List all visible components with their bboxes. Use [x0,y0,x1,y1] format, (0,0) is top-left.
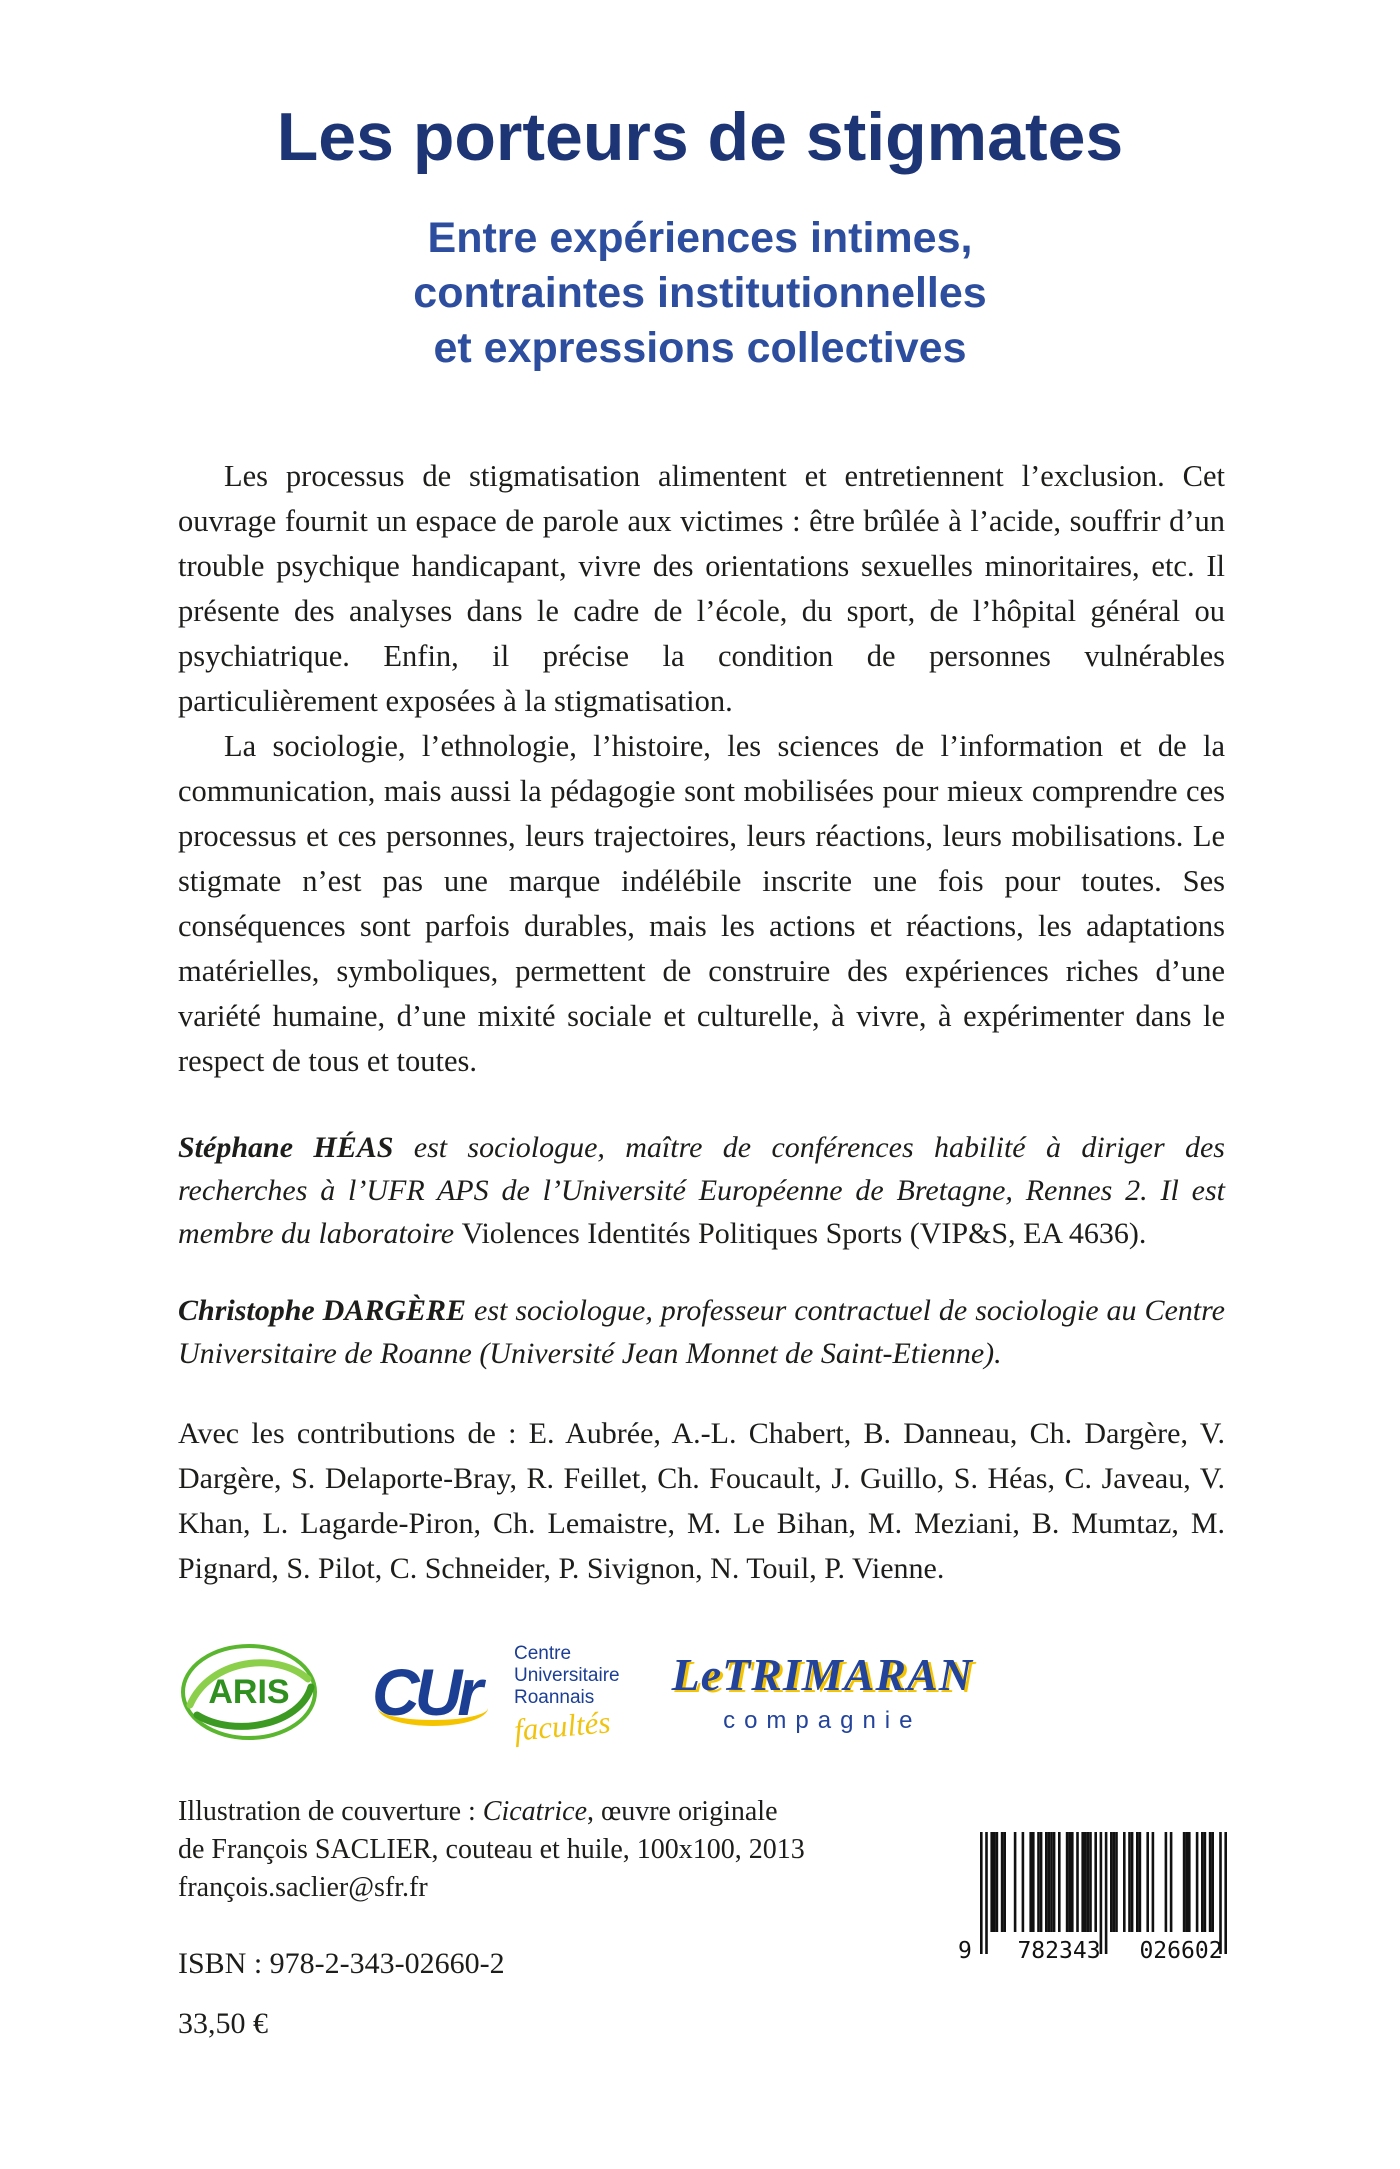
credit-line-3: françois.saclier@sfr.fr [178,1871,428,1903]
cur-logo-swoosh-icon [378,1690,488,1726]
barcode-bars-icon [980,1832,1228,1954]
synopsis [178,454,1225,1084]
trimaran-logo-subtitle: compagnie [723,1707,922,1735]
synopsis-paragraph-1: Les processus de stigmatisation alimentent et entretiennent l’exclusion. Cet ouvrage fournit un espace de parole aux victimes : être brûlée à l’acide, souffrir d’un trouble psychique handicapant, vivre des orientations sexuelles minoritaires, etc. Il présente des analyses dans le cadre de l’école, du sport, de l’hôpital général ou psychiatrique. Enfin, il précise la condition de personnes vulnérables particulièrement exposées à la stigmatisation. [178,458,1225,718]
aris-logo-icon [178,1641,320,1743]
subtitle-line-2: contraintes institutionnelles [413,268,987,317]
cur-logo-text [512,1642,620,1748]
cur-logo-letters: CUr [372,1654,479,1729]
cur-logo [372,1642,620,1748]
author-bio-heas-text: est sociologue, maître de conférences habilité à diriger des recherches à l’UFR APS de l’Université Européenne de Bretagne, Rennes 2. Il est membre du laboratoire [178,1130,1225,1250]
contributors-list: Avec les contributions de : E. Aubrée, A.-L. Chabert, B. Danneau, Ch. Dargère, V. Dargère, S. Delaporte-Bray, R. Feillet, Ch. Foucault, J. Guillo, S. Héas, C. Javeau, V. Khan, L. Lagarde-Piron, Ch. Lemaistre, M. Le Bihan, M. Meziani, B. Mumtaz, M. Pignard, S. Pilot, C. Schneider, P. Sivignon, N. Touil, P. Vienne. [178,1416,1225,1585]
price: 33,50 € [178,2006,268,2040]
credit-work-title: Cicatrice [482,1795,587,1827]
book-title: Les porteurs de stigmates [276,99,1124,175]
isbn: ISBN : 978-2-343-02660-2 [178,1946,505,1980]
credit-suffix: , œuvre originale [587,1795,778,1827]
publisher-logos-row [178,1633,1225,1751]
aris-logo-text: ARIS [208,1672,290,1711]
barcode-digit-first: 9 [958,1938,972,1964]
book-subtitle [0,211,1400,376]
credit-line-2: de François SACLIER, couteau et huile, 100x100, 2013 [178,1833,805,1865]
content-column [178,454,1225,2041]
author-bio-dargere-text: est sociologue, professeur contractuel de sociologie au Centre Universitaire de Roanne (Université Jean Monnet de Saint-Etienne). [178,1293,1225,1370]
cur-logo-mark [372,1644,504,1740]
barcode-digit-group-right: 026602 [1139,1938,1223,1964]
cur-logo-line-1: Centre [514,1642,572,1664]
cur-logo-facultes: facultés [512,1704,612,1748]
subtitle-line-3: et expressions collectives [433,323,967,372]
cur-logo-line-2: Universitaire [514,1664,620,1686]
author-name-dargere: Christophe DARGÈRE [178,1293,467,1327]
author-bio-heas-lab: Violences Identités Politiques Sports (VIP&S, EA 4636). [461,1216,1147,1250]
trimaran-logo-name: LeTRIMARAN [671,1649,973,1701]
trimaran-logo [672,1648,973,1735]
synopsis-paragraph-2: La sociologie, l’ethnologie, l’histoire, les sciences de l’information et de la communication, mais aussi la pédagogie sont mobilisées pour mieux comprendre ces processus et ces personnes, leurs trajectoires, leurs réactions, leurs mobilisations. Le stigmate n’est pas une marque indélébile inscrite une fois pour toutes. Ses conséquences sont parfois durables, mais les actions et réactions, les adaptations matérielles, symboliques, permettent de construire des expériences riches d’une variété humaine, d’une mixité sociale et culturelle, à vivre, à expérimenter dans le respect de tous et toutes. [178,728,1225,1078]
credit-prefix: Illustration de couverture : [178,1795,483,1827]
author-name-heas: Stéphane HÉAS [178,1130,394,1164]
author-bio-dargere [178,1289,1225,1375]
cur-logo-line-3: Roannais [514,1686,595,1708]
barcode-digit-group-left: 782343 [1017,1938,1101,1964]
aris-logo [178,1641,320,1743]
author-bio-heas [178,1126,1225,1255]
credit-line-1 [178,1793,1225,1831]
barcode [958,1832,1250,1966]
subtitle-line-1: Entre expériences intimes, [427,213,973,262]
